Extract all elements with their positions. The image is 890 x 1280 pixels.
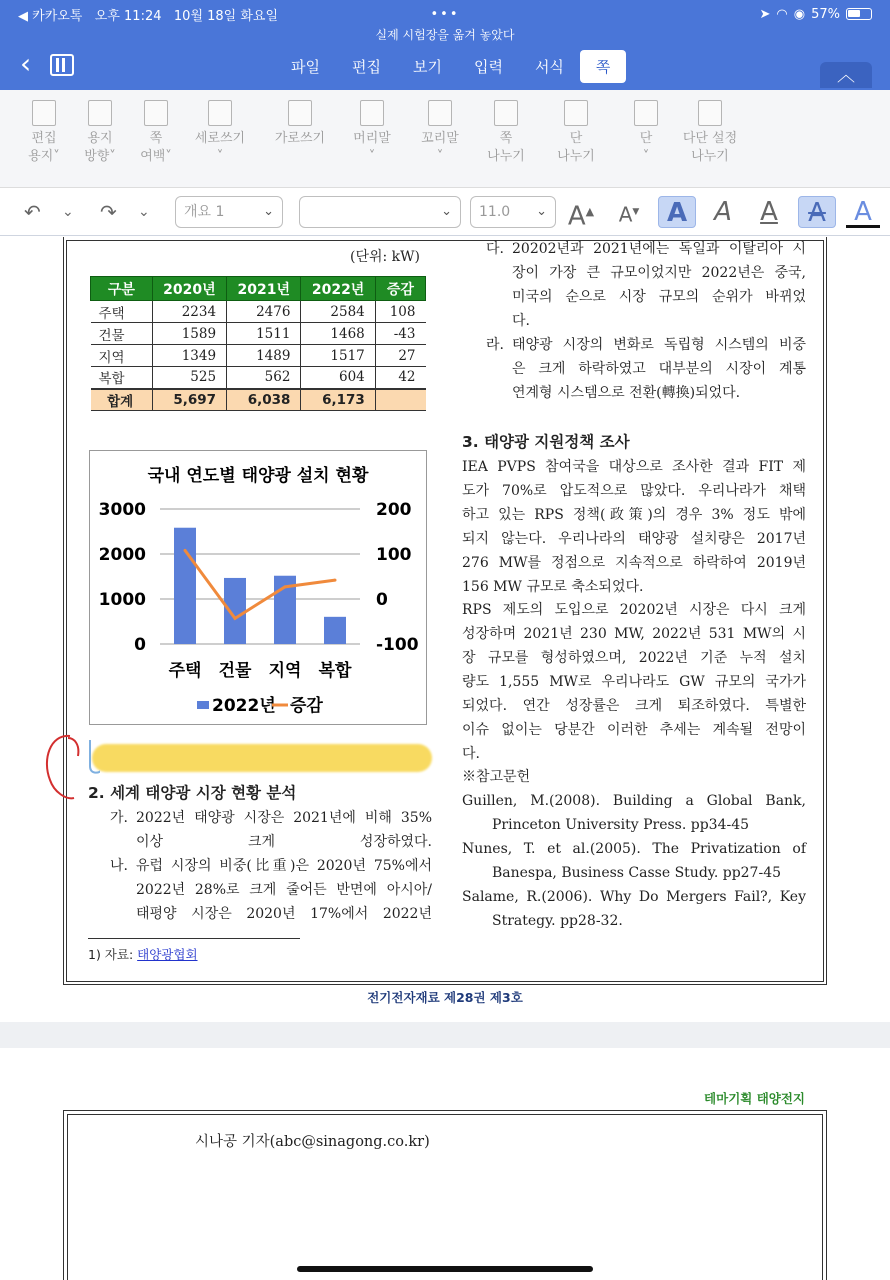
reference-entry — [462, 837, 806, 885]
text-line: 은 크게 하락하였고 대부분의 시장이 계통 — [512, 361, 806, 377]
references-heading: ※참고문헌 — [462, 769, 531, 785]
text-line: RPS 제도의 도입으로 20202년 시장은 다시 크게 — [462, 602, 806, 618]
table-cell[interactable]: 562 — [227, 367, 301, 389]
list-item — [486, 333, 806, 405]
text-line: 태평양 시장은 2020년 17%에서 2022년 — [136, 906, 432, 922]
text-line: 2022년 태양광 시장은 2021년에 비해 35% — [136, 810, 432, 826]
list-item — [110, 806, 432, 854]
text-line: 되지 않는다. 우리나라의 태양광 설치량은 2017년 — [462, 531, 806, 547]
text-line: 이슈 없이는 당분간 이러한 추세는 계속될 전망이 — [462, 722, 806, 738]
document-title: 실제 시험장을 옮겨 놓았다 — [375, 28, 515, 42]
list-marker: 라. — [486, 337, 504, 353]
section-2-heading: 2. 세계 태양광 시장 현황 분석 — [88, 784, 297, 802]
battery-percent: 57% — [811, 6, 840, 22]
table-total-cell[interactable]: 6,038 — [227, 389, 301, 411]
table-row — [91, 345, 426, 367]
data-table[interactable] — [90, 276, 426, 411]
ribbon-label-1: 쪽 — [499, 131, 513, 146]
text-line: 량도 1,555 MW로 우리나라도 GW 규모의 국가가 — [462, 674, 806, 690]
ribbon-label-1: 다단 설정 — [682, 131, 738, 146]
journal-footer: 전기전자재료 제28권 제3호 — [367, 990, 523, 1005]
undo-dropdown-chevron-icon[interactable]: ⌄ — [62, 204, 74, 220]
chevron-down-icon: ⌄ — [441, 204, 452, 219]
list-item — [486, 237, 806, 333]
status-date: 10월 18일 화요일 — [173, 8, 279, 24]
text-line: 이상 크게 성장하였다. — [136, 834, 432, 850]
tab-6[interactable]: 쪽 — [580, 50, 627, 83]
app-top-bar — [0, 0, 890, 90]
chart-y-tick-right: 100 — [376, 545, 412, 565]
chart-x-tick: 지역 — [268, 661, 302, 681]
chart-y-tick-left: 0 — [134, 635, 146, 655]
chart-line-point[interactable] — [184, 549, 187, 552]
text-line: 156 MW 규모로 축소되었다. — [462, 579, 644, 595]
section-3-heading: 3. 태양광 지원정책 조사 — [462, 433, 630, 451]
table-header-row — [91, 277, 426, 301]
legend-label: 2022년 — [212, 696, 276, 716]
ribbon-tool-icon — [208, 100, 232, 126]
ribbon-button-2[interactable] — [80, 100, 120, 166]
ribbon-label-2: 나누기 — [691, 149, 729, 164]
text-line: 장이 가장 큰 규모이었지만 2022년은 중국, — [512, 265, 806, 281]
chart-y-tick-right: -100 — [376, 635, 419, 655]
table-cell[interactable]: 1517 — [301, 345, 375, 367]
table-cell[interactable]: 1468 — [301, 323, 375, 345]
table-cell[interactable]: 1589 — [152, 323, 226, 345]
ribbon-button-9[interactable] — [556, 100, 596, 166]
underline-icon[interactable]: A — [760, 197, 778, 227]
table-row — [91, 367, 426, 389]
table-row — [91, 323, 426, 345]
ribbon-tool-icon — [428, 100, 452, 126]
table-header-cell: 2022년 — [301, 277, 375, 301]
table-cell[interactable]: 525 — [152, 367, 226, 389]
table-cell[interactable]: 604 — [301, 367, 375, 389]
text-line: 20202년과 2021년에는 독일과 이탈리아 시 — [512, 241, 806, 257]
chart-y-tick-right: 0 — [376, 590, 388, 610]
ribbon-label-1: 쪽 — [149, 131, 163, 146]
ribbon-label-1: 꼬리말 — [421, 131, 459, 146]
ribbon-tool-icon — [32, 100, 56, 126]
ribbon-tool-icon — [634, 100, 658, 126]
page-2-author-line: 시나공 기자(abc@sinagong.co.kr) — [195, 1134, 430, 1150]
chart-line-point[interactable] — [234, 617, 237, 620]
text-line: Nunes, T. et al.(2005). The Privatization of — [462, 841, 806, 857]
text-line: 장 규모를 형성하였으며, 2022년 기준 누적 설치 — [462, 650, 806, 666]
back-chevron-icon[interactable]: ‹ — [20, 47, 32, 80]
ribbon-tool-icon — [144, 100, 168, 126]
ribbon-button-4[interactable] — [192, 100, 248, 166]
ribbon-button-3[interactable] — [136, 100, 176, 166]
page-2-border-frame — [63, 1110, 827, 1280]
format-toolbar — [0, 188, 890, 236]
chart-line-point[interactable] — [334, 579, 337, 582]
chart-y-tick-right: 200 — [376, 500, 412, 520]
table-cell[interactable]: 지역 — [91, 345, 153, 367]
wifi-icon: ◠ — [776, 6, 788, 22]
menu-tabs — [275, 50, 626, 83]
reference-entry — [462, 789, 806, 837]
increase-font-size-icon[interactable]: A▲ — [567, 201, 595, 232]
unit-label: (단위: kW) — [350, 249, 421, 265]
table-cell[interactable]: 1489 — [227, 345, 301, 367]
list-text — [110, 854, 432, 926]
paragraph-style-value: 개요 1 — [184, 204, 225, 220]
ribbon-label-1: 가로쓰기 — [274, 131, 326, 146]
paragraph-style-select[interactable] — [175, 196, 283, 228]
status-time: 오후 11:24 — [94, 8, 162, 24]
ribbon-label-2: ˅ — [368, 149, 376, 164]
chevron-down-icon: ⌄ — [536, 204, 547, 219]
table-cell[interactable]: 42 — [375, 367, 425, 389]
chart-line-point[interactable] — [284, 585, 287, 588]
chevron-down-icon: ⌄ — [263, 204, 274, 219]
list-text — [486, 333, 806, 405]
list-text — [110, 806, 432, 854]
footnote-divider — [88, 938, 300, 939]
text-line: 미국의 순으로 시장 규모의 순위가 바뀌었 — [512, 289, 806, 305]
location-icon: ➤ — [759, 6, 771, 22]
footnote-prefix: 1) 자료: — [88, 947, 138, 962]
text-line: 하고 있는 RPS 정책(政策)의 경우 3% 정도 밖에 — [462, 507, 806, 523]
font-color-icon[interactable]: A — [846, 196, 880, 228]
ribbon-label-1: 편집 — [31, 131, 57, 146]
chart-x-tick: 건물 — [218, 661, 252, 681]
document-book-icon[interactable] — [50, 54, 74, 76]
undo-icon[interactable]: ↶ — [24, 200, 41, 224]
chart-y-tick-left: 1000 — [98, 590, 146, 610]
ribbon-tool-icon — [88, 100, 112, 126]
table-row — [91, 301, 426, 323]
table-header-cell: 구분 — [91, 277, 153, 301]
ribbon-label-1: 용지 — [87, 131, 113, 146]
ribbon-label-2: ˅ — [642, 149, 650, 164]
ribbon-button-7[interactable] — [420, 100, 460, 166]
text-line: Strategy. pp28-32. — [492, 913, 623, 929]
text-line: 성장하며 2021년 230 MW, 2022년 531 MW의 시 — [462, 626, 806, 642]
text-line: 도가 70%로 압도적으로 많았다. 우리나라가 채택 — [462, 483, 806, 499]
chart-bar[interactable] — [224, 578, 246, 644]
status-left — [18, 5, 278, 24]
table-cell[interactable]: 108 — [375, 301, 425, 323]
table-total-cell[interactable] — [375, 389, 425, 411]
ribbon-label-2: ˅ — [216, 149, 224, 164]
ribbon-label-2: 여백˅ — [140, 149, 172, 164]
collapse-ribbon-chevron-up-icon[interactable]: ︿ — [820, 62, 872, 88]
text-line: 되었다. 연간 성장률은 크게 퇴조하였다. 특별한 — [462, 698, 806, 714]
ribbon-label-2: 방향˅ — [84, 149, 116, 164]
text-line: 다. — [462, 746, 480, 762]
text-line: 유럽 시장의 비중(比重)은 2020년 75%에서 — [136, 858, 432, 874]
table-total-cell[interactable]: 5,697 — [152, 389, 226, 411]
redo-dropdown-chevron-icon[interactable]: ⌄ — [138, 204, 150, 220]
ribbon-tool-icon — [698, 100, 722, 126]
bold-icon[interactable]: A — [658, 196, 696, 228]
ribbon-tool-icon — [564, 100, 588, 126]
chart-container[interactable] — [89, 450, 427, 725]
ribbon-tool-icon — [494, 100, 518, 126]
text-line: Guillen, M.(2008). Building a Global Bank, — [462, 793, 806, 809]
status-right — [760, 7, 873, 22]
text-line: IEA PVPS 참여국을 대상으로 조사한 결과 FIT 제 — [462, 459, 806, 475]
ribbon-label-1: 단 — [639, 131, 653, 146]
ribbon-tool-icon — [288, 100, 312, 126]
paragraph — [462, 455, 806, 599]
ribbon-label-2: ˅ — [436, 149, 444, 164]
tab-1[interactable]: 파일 — [291, 58, 320, 76]
list-marker: 다. — [486, 241, 504, 257]
ribbon-label-1: 머리말 — [353, 131, 391, 146]
yellow-highlight-stroke — [92, 744, 432, 772]
ribbon-label-2: 용지˅ — [28, 149, 60, 164]
redo-icon[interactable]: ↷ — [100, 200, 117, 224]
table-cell[interactable]: 2476 — [227, 301, 301, 323]
ribbon-button-6[interactable] — [352, 100, 392, 166]
table-header-cell: 2021년 — [227, 277, 301, 301]
ribbon-label-1: 단 — [569, 131, 583, 146]
tab-3[interactable]: 보기 — [412, 58, 442, 76]
decrease-font-size-icon[interactable]: A▼ — [618, 202, 640, 227]
paragraph — [462, 598, 806, 766]
chart-line-series[interactable] — [185, 550, 335, 618]
text-line: 2022년 28%로 크게 줄어든 반면에 아시아/ — [136, 882, 432, 898]
table-header-cell: 2020년 — [152, 277, 226, 301]
orientation-lock-icon: ◉ — [793, 6, 806, 22]
table-cell[interactable]: 1511 — [227, 323, 301, 345]
table-cell[interactable]: 1349 — [152, 345, 226, 367]
ribbon-tool-icon — [360, 100, 384, 126]
text-line: 다. — [512, 313, 530, 329]
chart-bar[interactable] — [324, 617, 346, 644]
multitask-dots[interactable]: ••• — [430, 6, 460, 22]
footnote-link[interactable]: 태양광협회 — [137, 947, 198, 962]
ribbon-button-11[interactable] — [680, 100, 740, 166]
table-cell[interactable]: -43 — [375, 323, 425, 345]
home-indicator[interactable] — [297, 1266, 593, 1272]
chart-svg — [90, 451, 426, 724]
footnote — [88, 945, 198, 963]
chart-y-tick-left: 2000 — [98, 545, 146, 565]
table-cell[interactable]: 2584 — [301, 301, 375, 323]
italic-icon[interactable]: A — [714, 197, 732, 227]
chart-bar[interactable] — [174, 528, 196, 644]
strikethrough-icon[interactable]: A — [798, 196, 836, 228]
table-total-cell[interactable]: 합계 — [91, 389, 153, 411]
table-cell[interactable]: 복합 — [91, 367, 153, 389]
ribbon-label-2: 나누기 — [487, 149, 525, 164]
battery-icon — [846, 8, 872, 20]
ribbon-button-10[interactable] — [626, 100, 666, 166]
text-line: 연계형 시스템으로 전환(轉換)되었다. — [512, 385, 741, 401]
text-line: Banespa, Business Casse Study. pp27-45 — [492, 865, 782, 881]
chart-y-tick-left: 3000 — [98, 500, 146, 520]
table-cell[interactable]: 2234 — [152, 301, 226, 323]
table-cell[interactable]: 27 — [375, 345, 425, 367]
legend-swatch-bar — [197, 701, 209, 709]
table-total-row — [91, 389, 426, 411]
text-line: 276 MW를 정점으로 지속적으로 하락하여 2019년 — [462, 555, 806, 571]
list-marker: 나. — [110, 858, 128, 874]
chart-x-tick: 주택 — [168, 661, 202, 681]
ribbon-label-2: 나누기 — [557, 149, 595, 164]
status-bar — [18, 4, 872, 24]
reference-entry — [462, 885, 806, 933]
ribbon-toolbar — [0, 90, 890, 188]
table-cell[interactable]: 건물 — [91, 323, 153, 345]
table-header-cell: 증감 — [375, 277, 425, 301]
chart-title: 국내 연도별 태양광 설치 현황 — [147, 466, 369, 486]
chart-x-tick: 복합 — [318, 661, 352, 681]
list-text — [486, 237, 806, 333]
text-line: 태양광 시장의 변화로 독립형 시스템의 비중 — [512, 337, 806, 353]
ribbon-button-1[interactable] — [24, 100, 64, 166]
text-line: Princeton University Press. pp34-45 — [492, 817, 750, 833]
text-line: Salame, R.(2006). Why Do Mergers Fail?, Key — [462, 889, 806, 905]
list-item — [110, 854, 432, 926]
page-2-header: 테마기획 태양전지 — [704, 1091, 805, 1106]
tab-5[interactable]: 서식 — [534, 58, 564, 76]
ribbon-button-5[interactable] — [272, 100, 328, 148]
ribbon-button-8[interactable] — [486, 100, 526, 166]
font-size-value: 11.0 — [479, 204, 511, 220]
tab-4[interactable]: 입력 — [473, 58, 503, 76]
legend-label: 증감 — [290, 696, 323, 716]
table-total-cell[interactable]: 6,173 — [301, 389, 375, 411]
font-select[interactable] — [299, 196, 461, 228]
ribbon-label-1: 세로쓰기 — [194, 131, 246, 146]
list-marker: 가. — [110, 810, 128, 826]
font-size-select[interactable] — [470, 196, 556, 228]
back-to-app-link[interactable]: ◀ 카카오톡 — [18, 8, 83, 24]
table-cell[interactable]: 주택 — [91, 301, 153, 323]
tab-2[interactable]: 편집 — [351, 58, 381, 76]
